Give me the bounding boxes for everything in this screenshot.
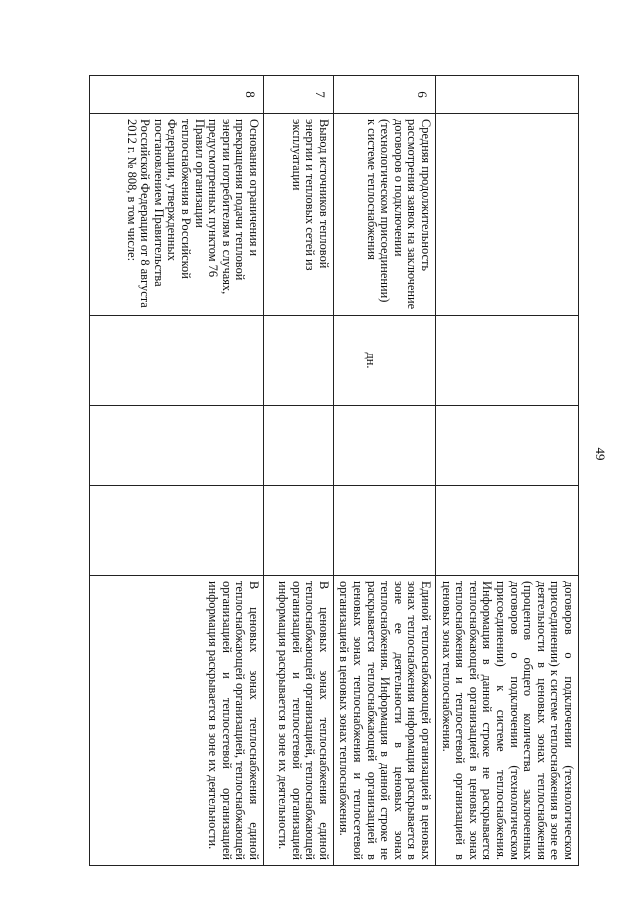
row-number <box>436 76 579 114</box>
row-info: Единой теплоснабжающей организацией в ценовых зонах теплоснабжения информация раскрывается в зоне ее деятельности в ценовых зонах теплоснабжения. Информация в данной строке не раскрывается теплоснабжающей организацией в ценовых зонах теплоснабжения и теплосетевой организацией в ценовых зонах теплоснабжения. <box>333 576 435 866</box>
table-row <box>333 76 435 866</box>
row-col4 <box>333 406 435 486</box>
row-col4 <box>436 406 579 486</box>
row-info: В ценовых зонах теплоснабжения единой теплоснабжающей организацией, теплоснабжающей организацией и теплосетевой организацией информация раскрывается в зоне их деятельности. <box>263 576 333 866</box>
row-number: 6 <box>333 76 435 114</box>
row-name: Основания ограничения и прекращения подачи тепловой энергии потребителям в случаях, предусмотренных пунктом 76 Правил организации теплоснабжения в Российской Федерации, утвержденных постановлением Правительства Российской Федерации от 8 августа 2012 г. № 808, в том числе: <box>90 114 264 316</box>
row-unit: дн. <box>333 316 435 406</box>
row-col4 <box>90 406 264 486</box>
row-col4 <box>263 406 333 486</box>
row-name: Вывод источников тепловой энергии и тепловых сетей из эксплуатации <box>263 114 333 316</box>
row-name: Средняя продолжительность рассмотрения заявок на заключение договоров о подключении (технологическом присоединении) к системе теплоснабжения <box>333 114 435 316</box>
table-row <box>436 76 579 866</box>
row-unit <box>436 316 579 406</box>
row-name <box>436 114 579 316</box>
row-number: 7 <box>263 76 333 114</box>
disclosure-table <box>89 75 579 866</box>
row-number: 8 <box>90 76 264 114</box>
row-unit <box>90 316 264 406</box>
row-col5 <box>263 486 333 576</box>
table-row <box>90 76 264 866</box>
table-row <box>263 76 333 866</box>
row-info: В ценовых зонах теплоснабжения единой теплоснабжающей организацией, теплоснабжающей организацией и теплосетевой организацией информация раскрывается в зоне их деятельности. <box>90 576 264 866</box>
page-number: 49 <box>593 447 608 461</box>
row-col5 <box>436 486 579 576</box>
row-col5 <box>90 486 264 576</box>
row-info: договоров о подключении (технологическом присоединении) к системе теплоснабжения в зоне ее деятельности в ценовых зонах теплоснабжения (процентов общего количества заключенных договоров о подключении (технологическом присоединении) к системе теплоснабжения. Информация в данной строке не раскрывается теплоснабжающей организацией в ценовых зонах теплоснабжения и теплосетевой организацией в ценовых зонах теплоснабжения. <box>436 576 579 866</box>
row-col5 <box>333 486 435 576</box>
rotated-page-content <box>89 75 579 865</box>
row-unit <box>263 316 333 406</box>
